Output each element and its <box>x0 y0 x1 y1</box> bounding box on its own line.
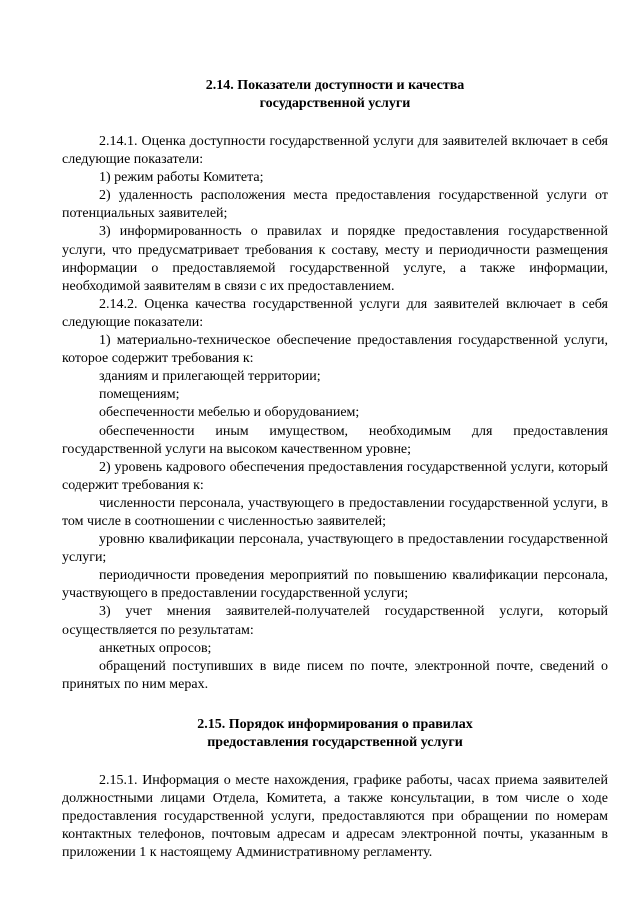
list-item: 1) материально-техническое обеспечение предоставления государственной услуги, которое содержит требования к: <box>62 333 608 367</box>
section-2-14-title-line1: 2.14. Показатели доступности и качества <box>205 78 465 93</box>
list-item: 3) информированность о правилах и порядке предоставления государственной услуги, что предусматривает требования к составу, месту и периодичности размещения информации о предоставляемой государственной услуге, а также информации, необходимой заявителям в связи с их предоставлением. <box>62 224 608 294</box>
sub-list-item: периодичности проведения мероприятий по повышению квалификации персонала, участвующего в предоставлении государственной услуги; <box>62 568 608 602</box>
list-item: 3) учет мнения заявителей-получателей государственной услуги, который осуществляется по результатам: <box>62 604 608 638</box>
section-2-15-title-line1: 2.15. Порядок информирования о правилах <box>197 716 473 732</box>
sub-list-item: уровню квалификации персонала, участвующего в предоставлении государственной услуги; <box>62 532 608 566</box>
list-item: 2) удаленность расположения места предоставления государственной услуги от потенциальных заявителей; <box>62 188 608 222</box>
list-item: 1) режим работы Комитета; <box>99 170 264 186</box>
sub-list-item: анкетных опросов; <box>99 640 212 656</box>
section-2-14-title <box>62 77 608 113</box>
sub-list-item: помещениям; <box>99 387 180 403</box>
sub-list-item: обеспеченности мебелью и оборудованием; <box>99 405 360 421</box>
paragraph-2-15-1: 2.15.1. Информация о месте нахождения, графике работы, часах приема заявителей должностными лицами Отдела, Комитета, а также консультации, в том числе о ходе предоставления государственной услуги, предоставляются при обращении по номерам контактных телефонов, почтовым адресам и адресам электронной почты, указанным в приложении 1 к настоящему Административному регламенту. <box>62 772 608 861</box>
sub-list-item: обращений поступивших в виде писем по почте, электронной почте, сведений о принятых по ним мерах. <box>62 658 608 692</box>
sub-list-item: зданиям и прилегающей территории; <box>99 369 321 385</box>
paragraph-2-14-1: 2.14.1. Оценка доступности государственной услуги для заявителей включает в себя следующие показатели: <box>62 134 608 168</box>
section-2-14-title-line2: государственной услуги <box>259 96 411 111</box>
sub-list-item: численности персонала, участвующего в предоставлении государственной услуги, в том числе в соотношении с численностью заявителей; <box>62 495 608 529</box>
list-item: 2) уровень кадрового обеспечения предоставления государственной услуги, который содержит требования к: <box>62 459 608 493</box>
section-2-15-title-line2: предоставления государственной услуги <box>207 734 463 750</box>
section-2-15-title <box>62 716 608 752</box>
sub-list-item: обеспеченности иным имуществом, необходимым для предоставления государственной услуги на высоком качественном уровне; <box>62 423 608 457</box>
paragraph-2-14-2: 2.14.2. Оценка качества государственной услуги для заявителей включает в себя следующие показатели: <box>62 296 608 330</box>
